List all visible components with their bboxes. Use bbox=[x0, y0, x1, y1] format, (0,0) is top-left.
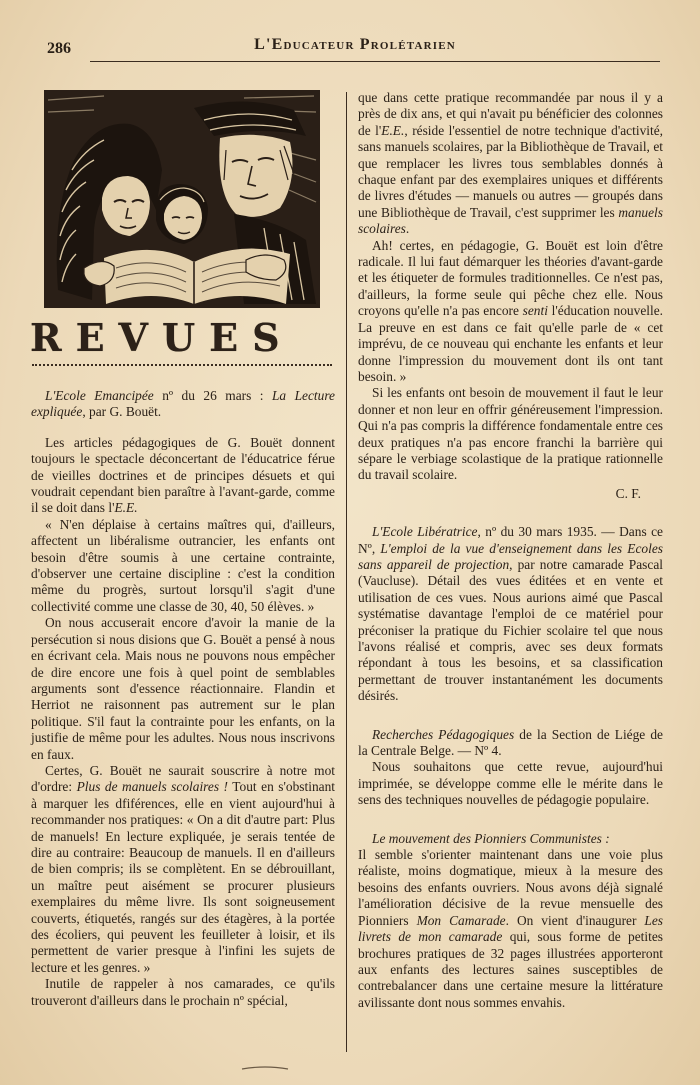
review-reference-pionniers bbox=[358, 831, 663, 847]
emphasis: manuels scolaires bbox=[358, 204, 663, 237]
paragraph-text: qui, sous forme de petites brochures pratiques de 32 pages illustrées apporteront aux enfants des lectures saines susceptibles de contrebalancer dans une certaine mesure la littérature avilissante dont nous sommes envahis. bbox=[358, 929, 664, 1010]
page-number: 286 bbox=[47, 40, 71, 57]
article-title: L'emploi de la vue d'enseignement dans les Ecoles sans appareil de projection bbox=[358, 540, 663, 572]
section-heading: Le mouvement des Pionniers Communistes : bbox=[372, 830, 610, 846]
ref-text: nº du 26 mars : bbox=[153, 388, 272, 403]
paragraph: Nous souhaitons que cette revue, aujourd'hui imprimée, se développe comme elle le mérite dans le sens des techniques nouvelles de pédagogie populaire. bbox=[358, 759, 663, 808]
article-title: La Lecture expliquée bbox=[31, 388, 335, 420]
paragraph-text: Certes, G. Bouët ne saurait souscrire à notre mot d'ordre: bbox=[31, 762, 335, 795]
paragraph-text: , réside l'essentiel de notre technique d'activité, sans manuels scolaires, par la Bibliothèque de Travail, et que remplacer les livres tous semblables donnés à chaque enfant par des exemplaires uniques et différents de livres d'études — manuels ou autres — groupés dans une Bibliothèque de Travail, c'est supprimer les bbox=[358, 122, 663, 220]
signature: C. F. bbox=[615, 485, 641, 501]
column-separator bbox=[346, 92, 347, 1052]
paragraph bbox=[358, 847, 663, 1011]
paragraph: Inutile de rappeler à nos camarades, ce qu'ils trouveront d'ailleurs dans le prochain nº spécial, bbox=[31, 976, 335, 1008]
section-title-rule bbox=[32, 364, 332, 366]
paragraph-text: l'éducation nouvelle. La preuve en est dans ce fait qu'elle parle de « cet imprévu, de ce nouveau qui enchante les enfants et leur donne l'impression du mouvement dont ils ont tant besoin. » bbox=[358, 303, 663, 384]
series-title: Les livrets de mon camarade bbox=[358, 912, 664, 945]
journal-abbrev: E.E. bbox=[114, 500, 138, 516]
journal-abbrev: E.E. bbox=[381, 122, 405, 138]
header-rule bbox=[90, 61, 660, 62]
paragraph bbox=[358, 238, 663, 386]
right-column bbox=[358, 90, 663, 1011]
left-column bbox=[31, 388, 335, 1009]
running-title-text: L'Educateur Prolétarien bbox=[254, 36, 456, 53]
footer-ornament bbox=[240, 1064, 290, 1072]
paragraph: On nous accuserait encore d'avoir la manie de la persécution si nous disions que G. Bouët a pensé à nous en écrivant cela. Mais nous ne pouvons nous empêcher de dire encore une fois à quel point de semblables arguments sont d'essence réactionnaire. Flandin et Herriot ne raisonnent pas autrement sur le plan politique. S'il faut la contrainte pour les enfants, on la justifie de même pour les adultes. Nous nous inscrivons en faux. bbox=[31, 615, 335, 762]
journal-title: L'Ecole Emancipée bbox=[45, 388, 154, 403]
motto: Plus de manuels scolaires ! bbox=[76, 779, 229, 795]
section-title: REVUES bbox=[30, 315, 294, 360]
review-reference-recherches-pedagogiques bbox=[358, 727, 663, 760]
paragraph bbox=[31, 763, 335, 976]
paragraph-text: Ah! certes, en pédagogie, G. Bouët est loin d'être radicale. Il lui faut démarquer les théories d'avant-garde et les étiqueter de formules traditionnelles. Ce n'est pas, d'ailleurs, la forme seule qui pêche chez elle. Nous croyons qu'elle n'a pas encore bbox=[358, 237, 663, 319]
ref-text: , par notre camarade Pascal (Vaucluse). Détail des vues éditées et en vente et utilisation de ces vues. Nous aurions aimé que Pascal systématise davantage l'emploi de ce matériel pour préconiser la pratique du Fichier scolaire tel que nous l'avons réalisé et compris, avec ses deux formats répondant à tous les besoins, et sa classification permettant de trouver instantanément les documents désirés. bbox=[358, 556, 663, 704]
paragraph bbox=[358, 90, 663, 238]
paragraph: Si les enfants ont besoin de mouvement il faut le leur donner et non leur en offrir généreusement l'impression. Qui n'a pas compris la différence fondamentale entre ces deux pratiques n'a pas encore franchi la barrière qui sépare le verbiage scolastique de la pratique rationnelle du travail scolaire. bbox=[358, 385, 663, 483]
journal-title: Mon Camarade bbox=[416, 912, 506, 928]
quote-paragraph: « N'en déplaise à certains maîtres qui, d'ailleurs, affectent un libéralisme outrancier, les enfants ont besoin d'être soumis à une certaine contrainte, d'observer une certaine discipline : c'est la condition même du progrès, surtout lorsqu'il s'agit d'une collectivité comme une classe de 30, 40, 50 élèves. » bbox=[31, 516, 335, 614]
review-reference-ecole-liberatrice bbox=[358, 524, 663, 704]
paragraph-text: Les articles pédagogiques de G. Bouët donnent toujours le spectacle déconcertant de l'éducatrice férue de vieilles doctrines et de principes désuets et qui voudrait cependant bien paraître à l'avant-garde, comme il se doit dans l' bbox=[31, 434, 335, 516]
page-header bbox=[45, 34, 665, 62]
paragraph bbox=[31, 435, 335, 517]
paragraph-text: que dans cette pratique recommandée par nous il y a près de dix ans, et qui n'avait pu bénéficier des colonnes de l' bbox=[358, 90, 663, 138]
ref-text: , nº du 30 mars 1935. — Dans ce Nº, bbox=[358, 524, 663, 556]
journal-title: Recherches Pédagogiques bbox=[372, 726, 515, 742]
woodcut-reading-family-illustration bbox=[44, 90, 320, 308]
emphasis: senti bbox=[522, 303, 548, 319]
paragraph-text: Tout en s'obstinant à marquer les dfiférences, elle en vient aujourd'hui à recommander nos pratiques: « On a dit d'autre part: Plus de manuels! En lecture expliquée, je serais tentée de dire au contraire: Beaucoup de manuels. Il en d'ailleurs de bien compris; ils se complètent. En se débrouillant, un maître peut aisément se procurer plusieurs exemplaires du même livre. Ils sont soigneusement couverts, étiquetés, rangés sur des étagères, à la portée des écoliers, qui peuvent les feuilleter à loisir, et ils permettent de varier presque à l'infini les sujets de lecture et les genres. » bbox=[31, 779, 336, 975]
ref-text: de la Section de Liége de la Centrale Belge. — Nº 4. bbox=[358, 726, 663, 759]
review-reference-ecole-emancipee bbox=[31, 388, 335, 421]
paragraph-text: . On vient d'inaugurer bbox=[505, 912, 645, 928]
running-title bbox=[45, 36, 665, 54]
ref-author: , par G. Bouët. bbox=[82, 404, 162, 420]
paragraph-text: . bbox=[405, 221, 410, 237]
paragraph-text: Il semble s'orienter maintenant dans une voie plus réaliste, moins dogmatique, mieux à la mesure des besoins des enfants ouvriers. Nous avons déjà signalé l'amélioration décisive de la revue mensuelle des Pionniers bbox=[358, 847, 663, 928]
journal-title: L'Ecole Libératrice bbox=[372, 524, 478, 540]
